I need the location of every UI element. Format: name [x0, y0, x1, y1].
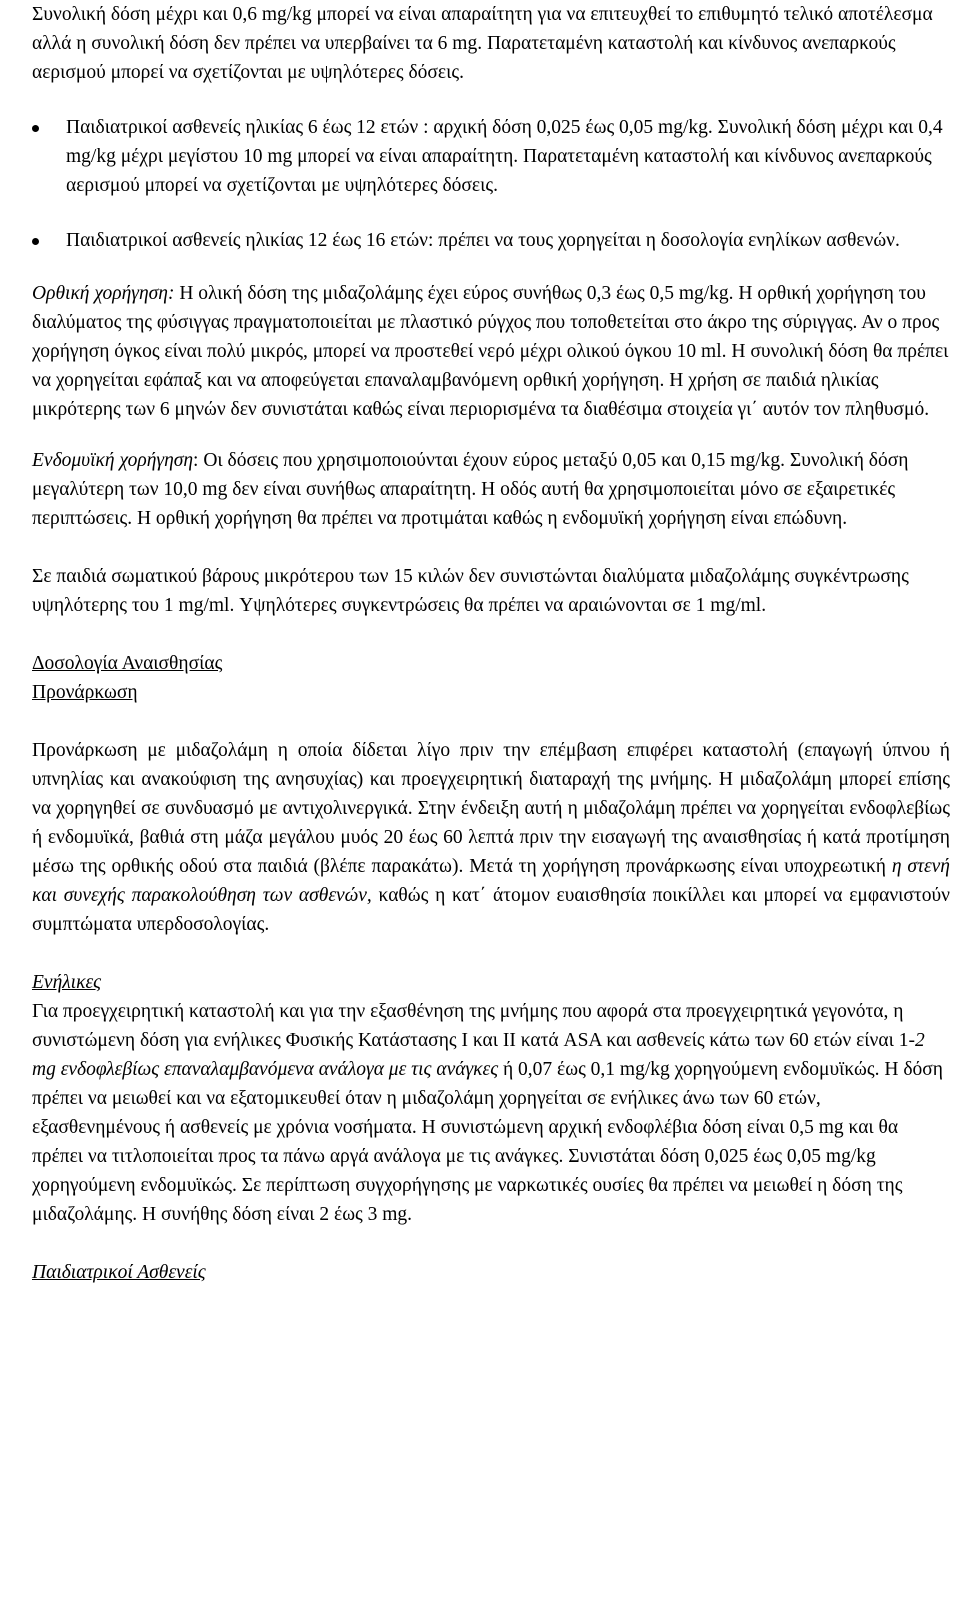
- intramuscular-label: Ενδομυϊκή χορήγηση: [32, 450, 194, 471]
- pediatric-section: [32, 1258, 950, 1287]
- weight-note-paragraph: Σε παιδιά σωματικού βάρους μικρότερου των 15 κιλών δεν συνιστώνται διαλύματα μιδαζολάμης συγκέντρωσης υψηλότερης του 1 mg/ml. Υψηλότερες συγκεντρώσεις θα πρέπει να αραιώνονται σε 1 mg/ml.: [32, 566, 909, 616]
- adults-text-1: Για προεγχειρητική καταστολή και για την εξασθένηση της μνήμης που αφορά στα προεγχειρητικά γεγονότα, η συνιστώμενη δόση για ενήλικες Φυσικής Κατάστασης I και II κατά ASA και ασθενείς κάτω των 60 ετών είναι 1-: [32, 1001, 915, 1051]
- section-heading: Δοσολογία Αναισθησίας: [32, 653, 223, 674]
- adults-section: [32, 968, 950, 1229]
- intramuscular-text: : Οι δόσεις που χρησιμοποιούνται έχουν εύρος μεταξύ 0,05 και 0,15 mg/kg. Συνολική δόση μεγαλύτερη των 10,0 mg δεν είναι συνήθως απαραίτητη. Η οδός αυτή θα χρησιμοποιείται μόνο σε εξαιρετικές περιπτώσεις. Η ορθική χορήγηση θα πρέπει να προτιμάται καθώς η ενδομυϊκή χορήγηση είναι επώδυνη.: [32, 450, 909, 529]
- bullet-icon: [32, 125, 39, 132]
- adults-heading: Ενήλικες: [32, 972, 102, 993]
- bullet-item-6-12: [32, 113, 950, 200]
- premedication-paragraph: [32, 736, 950, 939]
- intramuscular-paragraph: [32, 446, 950, 533]
- section-subheading: Προνάρκωση: [32, 682, 138, 703]
- pediatric-heading: Παιδιατρικοί Ασθενείς: [32, 1262, 206, 1283]
- intro-paragraph: Συνολική δόση μέχρι και 0,6 mg/kg μπορεί να είναι απαραίτητη για να επιτευχθεί το επιθυμητό τελικό αποτέλεσμα αλλά η συνολική δόση δεν πρέπει να υπερβαίνει τα 6 mg. Παρατεταμένη καταστολή και κίνδυνος ανεπαρκούς αερισμού μπορεί να σχετίζονται με υψηλότερες δόσεις.: [32, 4, 933, 83]
- dosage-bullet-list: [32, 113, 950, 255]
- premedication-text-1: Προνάρκωση με μιδαζολάμη η οποία δίδεται λίγο πριν την επέμβαση επιφέρει καταστολή (επαγωγή ύπνου ή υπνηλίας και ανακούφιση της ανησυχίας) και προεγχειρητική διαταραχή της μνήμης. Η μιδαζολάμη μπορεί επίσης να χορηγηθεί σε συνδυασμό με αντιχολινεργικά. Στην ένδειξη αυτή η μιδαζολάμη πρέπει να χορηγείται ενδοφλεβίως ή ενδομυϊκά, βαθιά στη μάζα μεγάλου μυός 20 έως 60 λεπτά πριν την εισαγωγή της αναισθησίας ή κατά προτίμηση μέσω της ορθικής οδού στα παιδιά (βλέπε παρακάτω). Μετά τη χορήγηση προνάρκωσης είναι υποχρεωτική: [32, 740, 950, 877]
- section-headings: [32, 649, 950, 707]
- bullet-text: Παιδιατρικοί ασθενείς ηλικίας 6 έως 12 ετών : αρχική δόση 0,025 έως 0,05 mg/kg. Συνολική δόση μέχρι και 0,4 mg/kg μέχρι μεγίστου 10 mg μπορεί να είναι απαραίτητη. Παρατεταμένη καταστολή και κίνδυνος ανεπαρκούς αερισμού μπορεί να σχετίζονται με υψηλότερες δόσεις.: [66, 117, 943, 196]
- adults-text-2: ή 0,07 έως 0,1 mg/kg χορηγούμενη ενδομυϊκώς. Η δόση πρέπει να μειωθεί και να εξατομικευθεί όταν η μιδαζολάμη χορηγείται σε ενήλικες άνω των 60 ετών, εξασθενημένους ή ασθενείς με χρόνια νοσήματα. Η συνιστώμενη αρχική ενδοφλέβια δόση είναι 0,5 mg και θα πρέπει να τιτλοποιείται προς τα πάνω αργά ανάλογα με τις ανάγκες. Συνιστάται δόση 0,025 έως 0,05 mg/kg χορηγούμενη ενδομυϊκώς. Σε περίπτωση συγχορήγησης με ναρκωτικές ουσίες θα πρέπει να μειωθεί η δόση της μιδαζολάμης. Η συνήθης δόση είναι 2 έως 3 mg.: [32, 1059, 943, 1225]
- bullet-icon: [32, 238, 39, 245]
- adults-emphasis: 2 mg ενδοφλεβίως επαναλαμβανόμενα ανάλογα με τις ανάγκες: [32, 1030, 925, 1080]
- rectal-text: Η ολική δόση της μιδαζολάμης έχει εύρος συνήθως 0,3 έως 0,5 mg/kg. Η ορθική χορήγηση του διαλύματος της φύσιγγας πραγματοποιείται με πλαστικό ρύγχος που τοποθετείται στο άκρο της σύριγγας. Αν ο προς χορήγηση όγκος είναι πολύ μικρός, μπορεί να προστεθεί νερό μέχρι ολικού όγκου 10 ml. Η συνολική δόση θα πρέπει να χορηγείται εφάπαξ και να αποφεύγεται επαναλαμβανόμενη ορθική χορήγηση. Η χρήση σε παιδιά ηλικίας μικρότερης των 6 μηνών δεν συνιστάται καθώς είναι περιορισμένα τα διαθέσιμα στοιχεία γι΄ αυτόν τον πληθυσμό.: [32, 283, 949, 420]
- rectal-label: Ορθική χορήγηση:: [32, 283, 175, 304]
- premedication-emphasis: η στενή και συνεχής παρακολούθηση των ασθενών,: [32, 856, 950, 906]
- bullet-item-12-16: [32, 226, 950, 255]
- premedication-text-2: καθώς η κατ΄ άτομον ευαισθησία ποικίλλει και μπορεί να εμφανιστούν συμπτώματα υπερδοσολογίας.: [32, 885, 950, 935]
- bullet-text: Παιδιατρικοί ασθενείς ηλικίας 12 έως 16 ετών: πρέπει να τους χορηγείται η δοσολογία ενηλίκων ασθενών.: [66, 230, 900, 251]
- rectal-paragraph: [32, 279, 950, 424]
